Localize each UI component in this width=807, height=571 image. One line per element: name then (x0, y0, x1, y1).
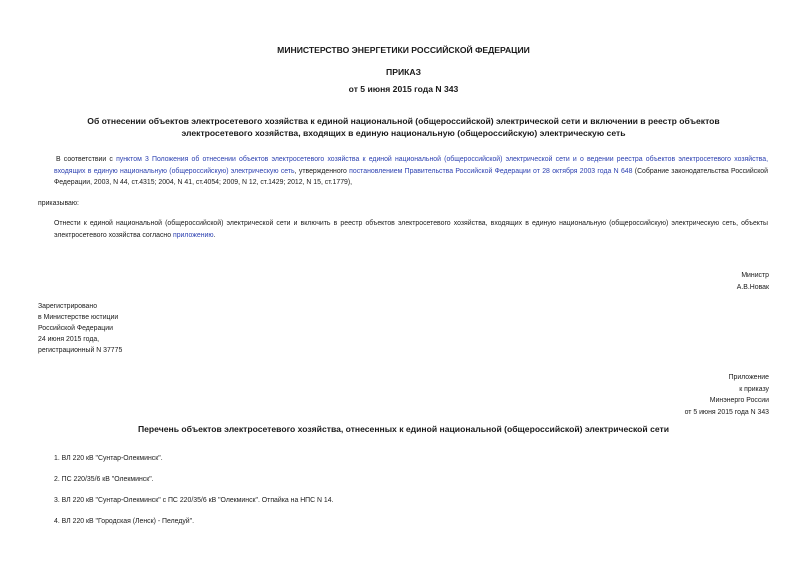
body-paragraph (54, 218, 768, 241)
list-item: 4. ВЛ 220 кВ "Городская (Ленск) - Пеледуй". (54, 518, 194, 525)
order-title-line-2: электросетевого хозяйства, входящих в единую национальную (общероссийскую) электрическую сеть (181, 128, 626, 138)
ministry-heading: МИНИСТЕРСТВО ЭНЕРГЕТИКИ РОССИЙСКОЙ ФЕДЕРАЦИИ (277, 45, 530, 55)
appendix-ref-line: к приказу (739, 385, 769, 393)
preamble-suffix: (Собрание законодательства Российской Федерации, 2003, N 44, ст.4315; 2004, N 41, ст.4054; 2009, N 12, ст.1429; 2012, N 15, ст.1779), (54, 167, 768, 186)
list-item: 1. ВЛ 220 кВ "Сунтар-Олекминск". (54, 455, 163, 462)
registration-block (38, 301, 122, 356)
appendix-reference (685, 372, 769, 418)
appendix-ref-line: от 5 июня 2015 года N 343 (684, 408, 769, 416)
appendix-title: Перечень объектов электросетевого хозяйства, отнесенных к единой национальной (общероссийской) электрической сети (137, 424, 670, 434)
order-word: приказываю: (38, 200, 79, 207)
body-end: . (213, 231, 216, 239)
preamble-middle: , утвержденного (294, 167, 350, 175)
appendix-ref-line: Приложение (728, 374, 769, 381)
body-text: Отнести к единой национальной (общероссийской) электрической сети и включить в реестр объектов электросетевого хозяйства, входящих в единую национальную (общероссийскую) электрическую сеть, объекты электросетевого хозяйства согласно (54, 220, 768, 239)
order-date-number: от 5 июня 2015 года N 343 (348, 84, 459, 94)
appendix-ref-line: Минэнерго России (709, 397, 769, 404)
preamble-paragraph (54, 154, 768, 189)
doc-type-heading: ПРИКАЗ (386, 67, 421, 77)
registration-line: Российской Федерации (38, 325, 113, 332)
signature-name: А.В.Новак (736, 283, 769, 291)
registration-line: в Министерстве юстиции (38, 314, 119, 321)
signature-position: Министр (741, 272, 769, 279)
signature-block (737, 270, 769, 293)
government-decree-link[interactable]: постановлением Правительства Российской Федерации от 28 октября 2003 года N 648 (349, 167, 633, 175)
order-title-line-1: Об отнесении объектов электросетевого хозяйства к единой национальной (общероссийской) электрической сети и включении в реестр объектов (87, 116, 720, 126)
registration-line: регистрационный N 37775 (38, 347, 123, 354)
order-title (0, 115, 807, 139)
preamble-prefix: В соответствии с (56, 156, 117, 163)
appendix-link[interactable]: приложению (172, 231, 214, 239)
regulation-link[interactable]: пунктом 3 Положения об отнесении объектов электросетевого хозяйства к единой национальной (общероссийской) электрической сети и о ведении реестра объектов электросетевого хозяйства, входящих в единую национальную (общероссийскую) электрическую сеть (54, 156, 769, 175)
registration-line: Зарегистрировано (38, 303, 98, 310)
list-item: 3. ВЛ 220 кВ "Сунтар-Олекминск" с ПС 220/35/6 кВ "Олекминск". Отпайка на НПС N 14. (54, 497, 334, 504)
list-item: 2. ПС 220/35/6 кВ "Олекминск". (54, 476, 154, 483)
registration-line: 24 июня 2015 года, (38, 336, 100, 343)
